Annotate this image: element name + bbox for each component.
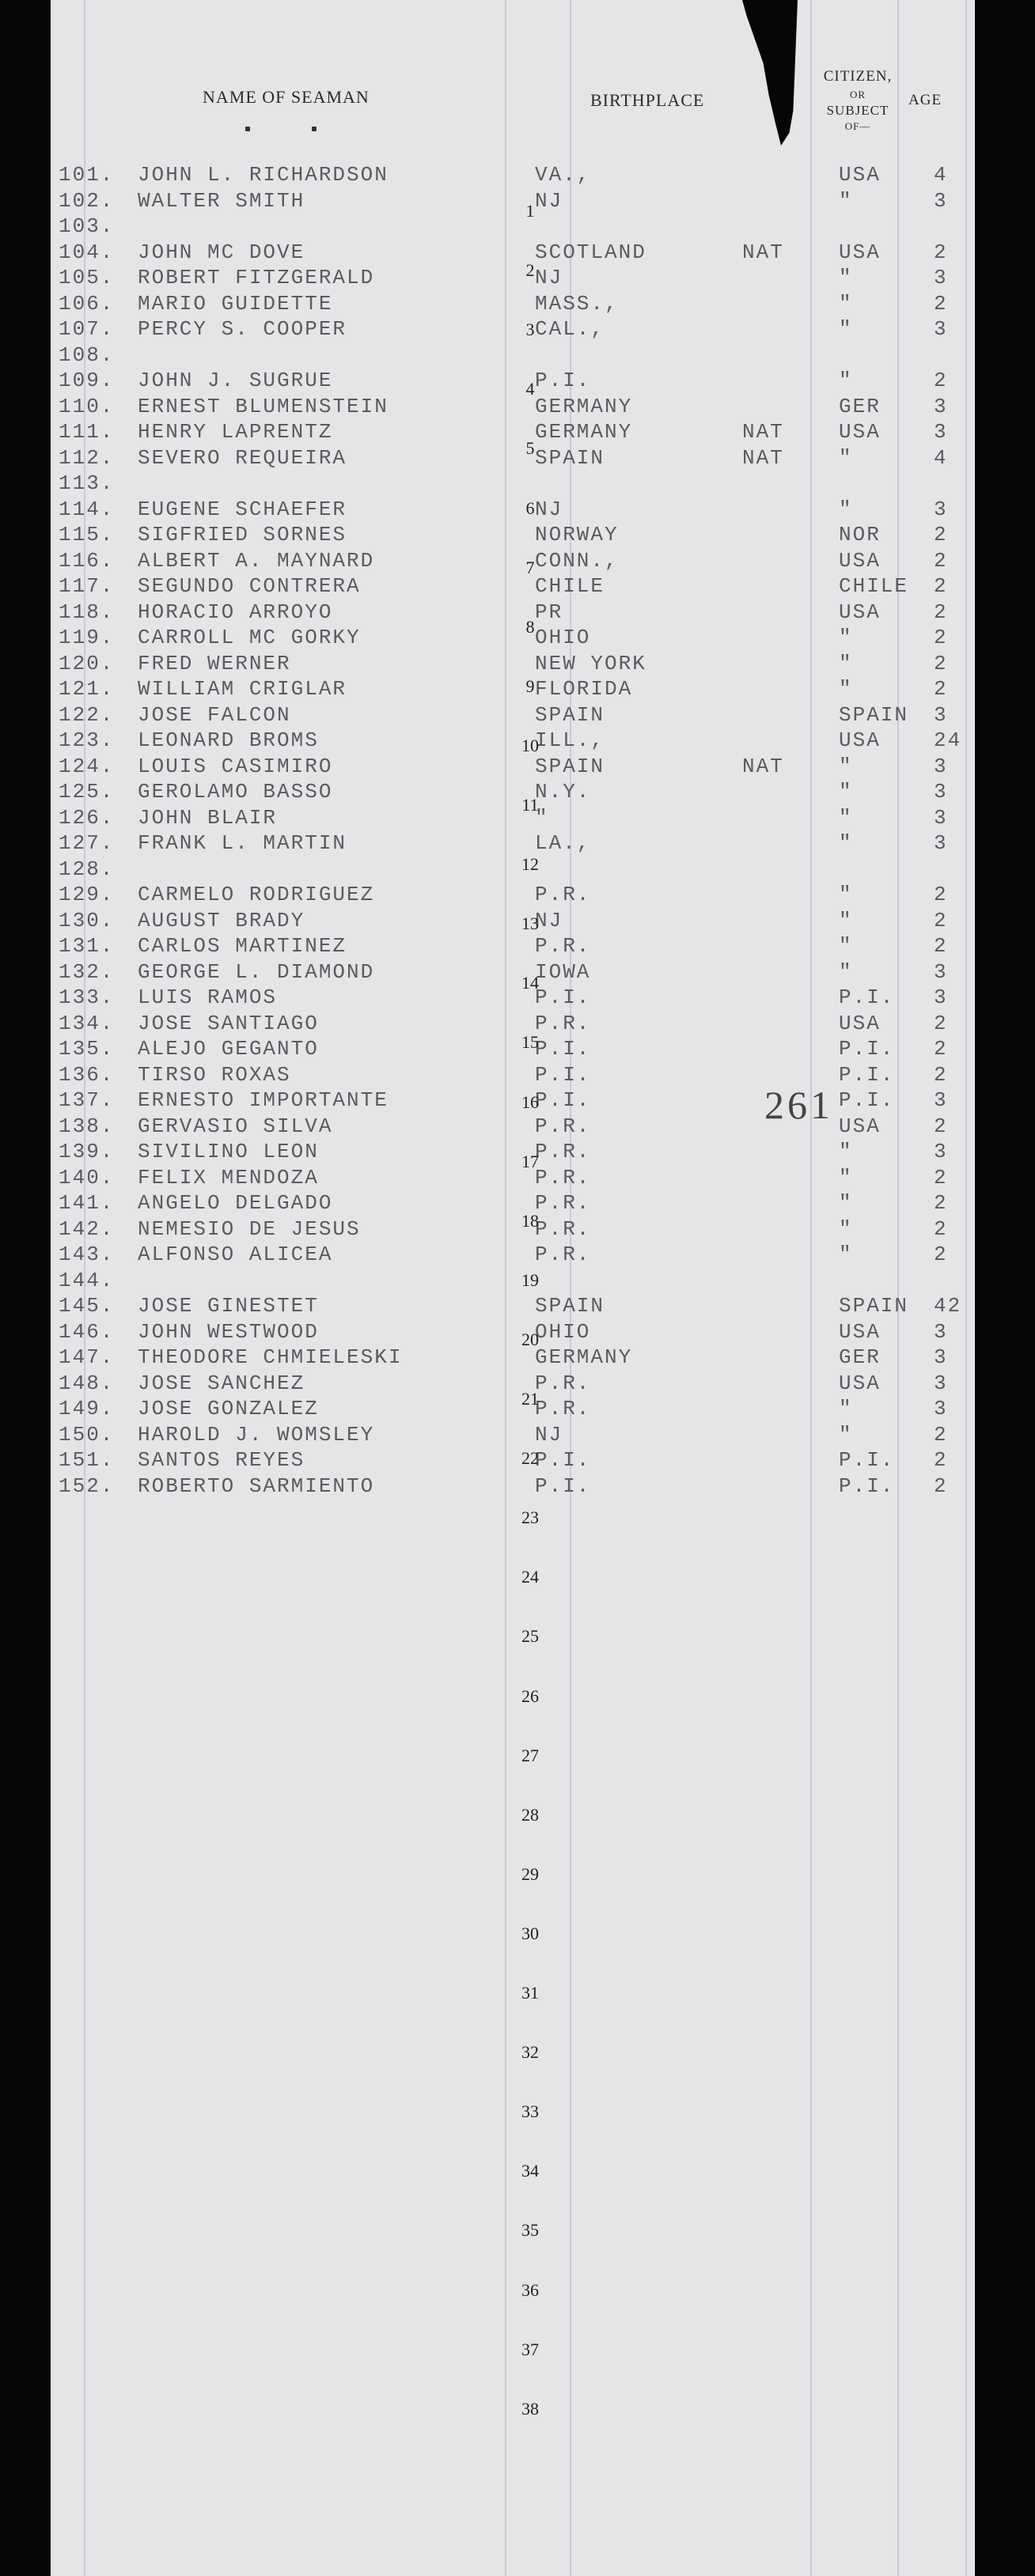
entry-number: 150. — [59, 1422, 115, 1447]
age: 3 — [934, 754, 948, 778]
seaman-name: LEONARD BROMS — [138, 728, 319, 752]
age: 2 — [934, 1422, 948, 1447]
entry-number: 117. — [59, 574, 115, 598]
seaman-name: WILLIAM CRIGLAR — [138, 677, 347, 701]
seaman-name: WALTER SMITH — [138, 188, 305, 213]
entry-number: 135. — [59, 1037, 115, 1061]
age: 2 — [934, 523, 948, 547]
birthplace: P.R. — [535, 1243, 591, 1266]
age: 2 — [934, 908, 948, 932]
entry-number: 133. — [59, 985, 115, 1009]
seaman-name: JOHN L. RICHARDSON — [138, 163, 389, 187]
citizen-of: P.I. — [839, 1473, 895, 1498]
age: 3 — [934, 780, 948, 804]
header-citizen-or: OR — [849, 89, 866, 100]
citizen-of: USA — [839, 600, 881, 624]
entry-number: 122. — [59, 702, 115, 727]
line-number: 24 — [521, 1567, 539, 1587]
citizen-of: CHILE — [839, 574, 909, 598]
birthplace: VA., — [535, 163, 591, 187]
birthplace: P.I. — [535, 1088, 591, 1112]
seaman-name: CARROLL MC GORKY — [138, 626, 361, 649]
age: 2 — [934, 1165, 948, 1190]
entry-number: 149. — [59, 1397, 115, 1420]
entry-number: 145. — [59, 1294, 115, 1318]
entry-number: 128. — [59, 857, 115, 881]
citizen-of: USA — [839, 163, 881, 187]
line-number: 33 — [521, 2101, 539, 2122]
age: 2 — [934, 1216, 948, 1241]
citizen-of: " — [839, 188, 853, 213]
line-number: 10 — [521, 735, 539, 755]
line-number: 11 — [521, 795, 539, 815]
birthplace: SPAIN — [535, 1294, 605, 1318]
line-number: 38 — [521, 2398, 539, 2419]
citizen-of: GER — [839, 394, 881, 418]
entry-number: 116. — [59, 548, 115, 573]
birthplace: CHILE — [535, 574, 605, 598]
citizen-of: " — [839, 1397, 853, 1420]
entry-number: 118. — [59, 600, 115, 624]
column-rule — [810, 0, 812, 2576]
citizen-of: " — [839, 1191, 853, 1215]
citizen-of: P.I. — [839, 1448, 895, 1472]
seaman-name: JOSE GINESTET — [138, 1294, 319, 1318]
entry-number: 110. — [59, 394, 115, 418]
entry-number: 144. — [59, 1268, 115, 1292]
line-number: 13 — [521, 914, 539, 934]
line-number: 1 — [525, 201, 535, 221]
citizen-of: USA — [839, 1114, 881, 1138]
line-number: 5 — [525, 438, 535, 459]
citizen-of: " — [839, 831, 853, 855]
seaman-name: GERVASIO SILVA — [138, 1114, 333, 1138]
birthplace: NJ — [535, 497, 563, 521]
birthplace: P.I. — [535, 1037, 591, 1061]
citizen-of: " — [839, 754, 853, 778]
birthplace: SPAIN — [535, 445, 605, 470]
seaman-name: ANGELO DELGADO — [138, 1191, 333, 1215]
birthplace: OHIO — [535, 626, 591, 649]
seaman-name: HENRY LAPRENTZ — [138, 420, 333, 444]
age: 3 — [934, 1345, 948, 1369]
birthplace: P.I. — [535, 369, 591, 392]
seaman-name: ALBERT A. MAYNARD — [138, 548, 375, 573]
birthplace: P.I. — [535, 1473, 591, 1498]
age: 3 — [934, 959, 948, 984]
seaman-name: CARLOS MARTINEZ — [138, 934, 347, 958]
age: 2 — [934, 1062, 948, 1087]
entry-number: 127. — [59, 831, 115, 855]
age: 2 — [934, 240, 948, 264]
entry-number: 104. — [59, 240, 115, 264]
seaman-name: FRED WERNER — [138, 651, 291, 675]
line-number: 16 — [521, 1091, 539, 1112]
birthplace: P.I. — [535, 985, 591, 1009]
entry-number: 123. — [59, 728, 115, 752]
entry-number: 113. — [59, 471, 115, 495]
line-number: 30 — [521, 1923, 539, 1943]
age: 2 — [934, 369, 948, 392]
entry-number: 143. — [59, 1243, 115, 1266]
citizen-of: SPAIN — [839, 702, 909, 727]
entry-number: 147. — [59, 1345, 115, 1369]
line-number: 28 — [521, 1804, 539, 1825]
citizen-of: " — [839, 883, 853, 906]
age: 2 — [934, 677, 948, 701]
citizen-of: P.I. — [839, 1062, 895, 1087]
entry-number: 129. — [59, 883, 115, 906]
citizen-of: " — [839, 677, 853, 701]
entry-number: 148. — [59, 1371, 115, 1395]
birthplace: P.R. — [535, 934, 591, 958]
seaman-name: ALFONSO ALICEA — [138, 1243, 333, 1266]
birthplace: MASS., — [535, 291, 619, 316]
age: 3 — [934, 805, 948, 830]
age: 3 — [934, 420, 948, 444]
line-number: 15 — [521, 1032, 539, 1053]
citizen-of: " — [839, 780, 853, 804]
age: 3 — [934, 1371, 948, 1395]
entry-number: 112. — [59, 445, 115, 470]
header-citizen: CITIZEN, — [823, 68, 893, 85]
entry-number: 119. — [59, 626, 115, 649]
birthplace: P.R. — [535, 1371, 591, 1395]
age: 2 — [934, 291, 948, 316]
age: 3 — [934, 266, 948, 289]
birthplace: SCOTLAND — [535, 240, 646, 264]
seaman-name: HAROLD J. WOMSLEY — [138, 1422, 375, 1447]
birthplace: FLORIDA — [535, 677, 633, 701]
naturalized-mark: NAT — [742, 445, 784, 470]
line-number: 29 — [521, 1863, 539, 1884]
citizen-of: SPAIN — [839, 1294, 909, 1318]
seaman-name: JOHN MC DOVE — [138, 240, 305, 264]
birthplace: P.R. — [535, 1114, 591, 1138]
entry-number: 105. — [59, 266, 115, 289]
header-age: AGE — [908, 92, 942, 108]
seaman-name: SANTOS REYES — [138, 1448, 305, 1472]
birthplace: NJ — [535, 188, 563, 213]
age: 3 — [934, 1397, 948, 1420]
birthplace: NJ — [535, 1422, 563, 1447]
seaman-name: ERNEST BLUMENSTEIN — [138, 394, 389, 418]
age: 2 — [934, 1243, 948, 1266]
citizen-of: NOR — [839, 523, 881, 547]
seaman-name: AUGUST BRADY — [138, 908, 305, 932]
seaman-name: FRANK L. MARTIN — [138, 831, 347, 855]
citizen-of: " — [839, 959, 853, 984]
entry-number: 106. — [59, 291, 115, 316]
birthplace: P.I. — [535, 1448, 591, 1472]
birthplace: PR — [535, 600, 563, 624]
line-number: 3 — [525, 320, 535, 340]
line-number: 34 — [521, 2161, 539, 2181]
age: 4 — [934, 163, 948, 187]
header-birthplace: BIRTHPLACE — [590, 90, 705, 110]
age: 2 — [934, 1114, 948, 1138]
line-number: 2 — [525, 260, 535, 281]
entry-number: 115. — [59, 523, 115, 547]
citizen-of: P.I. — [839, 1037, 895, 1061]
citizen-of: USA — [839, 420, 881, 444]
age: 4 — [934, 445, 948, 470]
entry-number: 107. — [59, 317, 115, 341]
seaman-name: JOHN BLAIR — [138, 805, 278, 830]
citizen-of: P.I. — [839, 985, 895, 1009]
entry-number: 136. — [59, 1062, 115, 1087]
entry-number: 109. — [59, 369, 115, 392]
entry-number: 130. — [59, 908, 115, 932]
citizen-of: USA — [839, 548, 881, 573]
birthplace: SPAIN — [535, 754, 605, 778]
age: 2 — [934, 1473, 948, 1498]
age: 24 — [934, 728, 962, 752]
citizen-of: " — [839, 497, 853, 521]
birthplace: NORWAY — [535, 523, 619, 547]
birthplace: GERMANY — [535, 420, 633, 444]
citizen-of: " — [839, 291, 853, 316]
line-number: 8 — [525, 616, 535, 637]
entry-number: 142. — [59, 1216, 115, 1241]
line-number: 9 — [525, 675, 535, 696]
naturalized-mark: NAT — [742, 240, 784, 264]
age: 42 — [934, 1294, 962, 1318]
page-number-stamp: 261 — [764, 1083, 833, 1127]
age: 2 — [934, 548, 948, 573]
age: 2 — [934, 883, 948, 906]
naturalized-mark: NAT — [742, 754, 784, 778]
citizen-of: " — [839, 266, 853, 289]
citizen-of: " — [839, 1243, 853, 1266]
line-number: 21 — [521, 1389, 539, 1409]
column-rule — [505, 0, 506, 2576]
birthplace: P.R. — [535, 883, 591, 906]
seaman-name: JOHN WESTWOOD — [138, 1319, 319, 1344]
seaman-name: HORACIO ARROYO — [138, 600, 333, 624]
seaman-name: PERCY S. COOPER — [138, 317, 347, 341]
entry-number: 114. — [59, 497, 115, 521]
entry-number: 108. — [59, 342, 115, 367]
age: 3 — [934, 1140, 948, 1163]
birthplace: LA., — [535, 831, 591, 855]
column-rule — [897, 0, 899, 2576]
age: 2 — [934, 1448, 948, 1472]
seaman-name: ERNESTO IMPORTANTE — [138, 1088, 389, 1112]
line-number: 20 — [521, 1329, 539, 1349]
citizen-of: USA — [839, 1371, 881, 1395]
birthplace: NEW YORK — [535, 651, 646, 675]
line-number: 23 — [521, 1507, 539, 1528]
seaman-name: CARMELO RODRIGUEZ — [138, 883, 375, 906]
birthplace: P.R. — [535, 1011, 591, 1035]
age: 2 — [934, 1037, 948, 1061]
citizen-of: " — [839, 626, 853, 649]
citizen-of: " — [839, 1422, 853, 1447]
dot-mark — [245, 127, 250, 131]
birthplace: " — [535, 805, 549, 830]
line-number: 37 — [521, 2339, 539, 2359]
citizen-of: " — [839, 651, 853, 675]
seaman-name: SIGFRIED SORNES — [138, 523, 347, 547]
seaman-name: ROBERTO SARMIENTO — [138, 1473, 375, 1498]
citizen-of: " — [839, 369, 853, 392]
birthplace: CAL., — [535, 317, 605, 341]
seaman-name: JOSE GONZALEZ — [138, 1397, 319, 1420]
age: 2 — [934, 574, 948, 598]
line-number: 12 — [521, 854, 539, 875]
entry-number: 132. — [59, 959, 115, 984]
seaman-name: LUIS RAMOS — [138, 985, 278, 1009]
header-citizen-subject: SUBJECT — [826, 103, 889, 118]
citizen-of: " — [839, 1165, 853, 1190]
seaman-name: EUGENE SCHAEFER — [138, 497, 347, 521]
birthplace: P.I. — [535, 1062, 591, 1087]
birthplace: N.Y. — [535, 780, 591, 804]
seaman-name: MARIO GUIDETTE — [138, 291, 333, 316]
entry-number: 124. — [59, 754, 115, 778]
line-number: 4 — [525, 379, 535, 399]
entry-number: 126. — [59, 805, 115, 830]
column-rule — [965, 0, 967, 2576]
birthplace: CONN., — [535, 548, 619, 573]
seaman-name: JOSE SANCHEZ — [138, 1371, 305, 1395]
citizen-of: " — [839, 934, 853, 958]
age: 3 — [934, 317, 948, 341]
line-number: 14 — [521, 973, 539, 993]
page-edge — [975, 0, 986, 2576]
citizen-of: P.I. — [839, 1088, 895, 1112]
age: 2 — [934, 1011, 948, 1035]
entry-number: 138. — [59, 1114, 115, 1138]
dot-mark — [312, 127, 317, 131]
entry-number: 134. — [59, 1011, 115, 1035]
entry-number: 102. — [59, 188, 115, 213]
age: 2 — [934, 934, 948, 958]
seaman-name: THEODORE CHMIELESKI — [138, 1345, 403, 1369]
entry-number: 139. — [59, 1140, 115, 1163]
header-name-of-seaman: NAME OF SEAMAN — [203, 87, 370, 107]
birthplace: GERMANY — [535, 394, 633, 418]
line-number: 18 — [521, 1210, 539, 1231]
naturalized-mark: NAT — [742, 420, 784, 444]
seaman-name: SEGUNDO CONTRERA — [138, 574, 361, 598]
birthplace: ILL., — [535, 728, 605, 752]
citizen-of: USA — [839, 1011, 881, 1035]
age: 3 — [934, 985, 948, 1009]
seaman-name: JOSE FALCON — [138, 702, 291, 727]
seaman-name: GEROLAMO BASSO — [138, 780, 333, 804]
entry-number: 120. — [59, 651, 115, 675]
birthplace: P.R. — [535, 1397, 591, 1420]
line-number: 31 — [521, 1983, 539, 2003]
citizen-of: " — [839, 908, 853, 932]
manifest-page — [51, 0, 981, 2576]
seaman-name: JOSE SANTIAGO — [138, 1011, 319, 1035]
entry-number: 141. — [59, 1191, 115, 1215]
citizen-of: " — [839, 317, 853, 341]
entry-number: 146. — [59, 1319, 115, 1344]
header-citizen-of: OF— — [844, 120, 871, 132]
entry-number: 151. — [59, 1448, 115, 1472]
line-number: 17 — [521, 1151, 539, 1171]
entry-number: 111. — [59, 420, 115, 444]
entry-number: 101. — [59, 163, 115, 187]
seaman-name: ROBERT FITZGERALD — [138, 266, 375, 289]
line-number: 25 — [521, 1626, 539, 1647]
age: 3 — [934, 702, 948, 727]
seaman-name: GEORGE L. DIAMOND — [138, 959, 375, 984]
entry-number: 140. — [59, 1165, 115, 1190]
age: 2 — [934, 651, 948, 675]
birthplace: SPAIN — [535, 702, 605, 727]
seaman-name: SIVILINO LEON — [138, 1140, 319, 1163]
entry-number: 121. — [59, 677, 115, 701]
seaman-name: TIRSO ROXAS — [138, 1062, 291, 1087]
line-number: 7 — [525, 557, 535, 577]
line-number: 32 — [521, 2042, 539, 2063]
birthplace: P.R. — [535, 1140, 591, 1163]
line-number: 36 — [521, 2279, 539, 2300]
birthplace: NJ — [535, 908, 563, 932]
age: 3 — [934, 1319, 948, 1344]
citizen-of: USA — [839, 1319, 881, 1344]
entry-number: 152. — [59, 1473, 115, 1498]
age: 3 — [934, 497, 948, 521]
age: 3 — [934, 1088, 948, 1112]
line-number: 22 — [521, 1448, 539, 1469]
age: 2 — [934, 1191, 948, 1215]
citizen-of: " — [839, 1140, 853, 1163]
age: 2 — [934, 600, 948, 624]
line-number: 19 — [521, 1269, 539, 1290]
birthplace: GERMANY — [535, 1345, 633, 1369]
citizen-of: USA — [839, 728, 881, 752]
birthplace: P.R. — [535, 1216, 591, 1241]
birthplace: IOWA — [535, 959, 591, 984]
citizen-of: " — [839, 805, 853, 830]
age: 2 — [934, 626, 948, 649]
entry-number: 131. — [59, 934, 115, 958]
seaman-name: NEMESIO DE JESUS — [138, 1216, 361, 1241]
entry-number: 137. — [59, 1088, 115, 1112]
birthplace: OHIO — [535, 1319, 591, 1344]
line-number: 27 — [521, 1745, 539, 1765]
age: 3 — [934, 188, 948, 213]
line-number: 35 — [521, 2220, 539, 2241]
citizen-of: GER — [839, 1345, 881, 1369]
citizen-of: USA — [839, 240, 881, 264]
seaman-name: ALEJO GEGANTO — [138, 1037, 319, 1061]
age: 3 — [934, 831, 948, 855]
line-number: 6 — [525, 497, 535, 518]
seaman-name: SEVERO REQUEIRA — [138, 445, 347, 470]
entry-number: 103. — [59, 214, 115, 238]
age: 3 — [934, 394, 948, 418]
entry-number: 125. — [59, 780, 115, 804]
citizen-of: " — [839, 1216, 853, 1241]
seaman-name: FELIX MENDOZA — [138, 1165, 319, 1190]
seaman-name: JOHN J. SUGRUE — [138, 369, 333, 392]
birthplace: P.R. — [535, 1165, 591, 1190]
line-number: 26 — [521, 1685, 539, 1706]
citizen-of: " — [839, 445, 853, 470]
birthplace: P.R. — [535, 1191, 591, 1215]
birthplace: NJ — [535, 266, 563, 289]
seaman-name: LOUIS CASIMIRO — [138, 754, 333, 778]
